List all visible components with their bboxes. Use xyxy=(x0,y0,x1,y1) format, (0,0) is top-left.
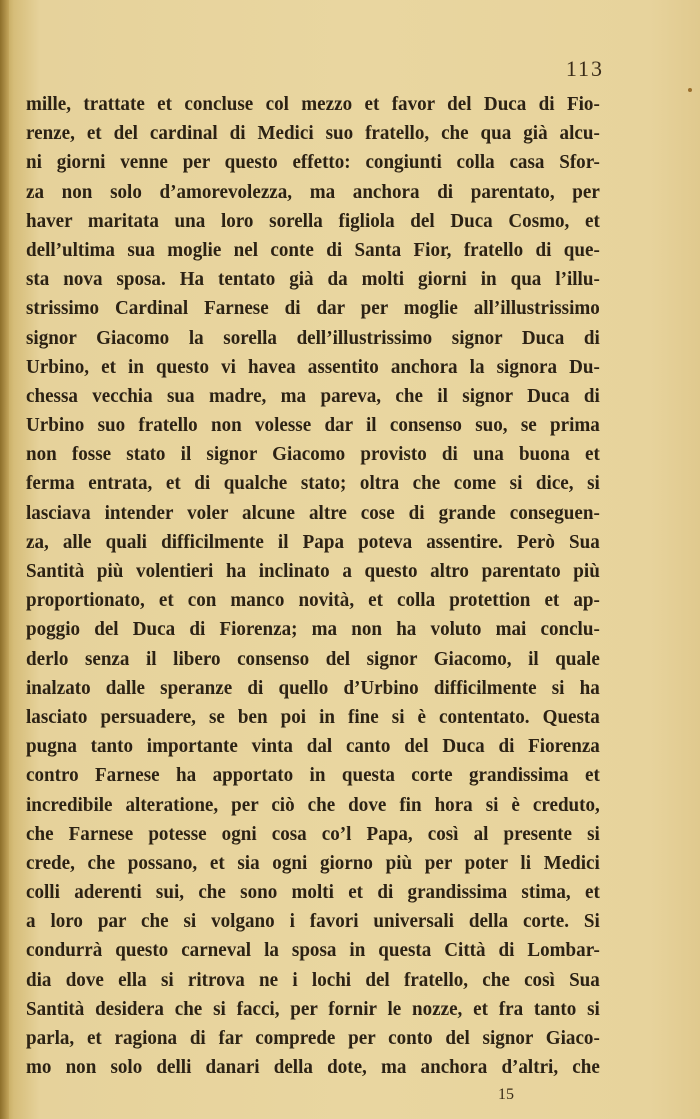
text-line: lasciava intender voler alcune altre cose di grande conseguen- xyxy=(26,501,600,524)
text-line: colli aderenti sui, che sono molti et di grandissima stima, et xyxy=(26,881,600,904)
binding-gutter xyxy=(0,0,9,1119)
text-line: strissimo Cardinal Farnese di dar per moglie all’illustrissimo xyxy=(26,297,600,320)
text-line: Santità desidera che si facci, per fornir le nozze, et fra tanto si xyxy=(26,997,600,1020)
text-line: za non solo d’amorevolezza, ma anchora di parentato, per xyxy=(26,180,600,203)
text-line: chessa vecchia sua madre, ma pareva, che il signor Duca di xyxy=(26,384,600,407)
text-line: ni giorni venne per questo effetto: congiunti colla casa Sfor- xyxy=(26,151,600,174)
text-line: pugna tanto importante vinta dal canto del Duca di Fiorenza xyxy=(26,735,600,758)
text-line: za, alle quali difficilmente il Papa poteva assentire. Però Sua xyxy=(26,530,600,553)
text-line: non fosse stato il signor Giacomo provisto di una buona et xyxy=(26,443,600,466)
text-line: proportionato, et con manco novità, et colla protettion et ap- xyxy=(26,589,600,612)
signature-mark: 15 xyxy=(498,1086,514,1103)
text-line: renze, et del cardinal di Medici suo fratello, che qua già alcu- xyxy=(26,122,600,145)
text-line: che Farnese potesse ogni cosa co’l Papa, così al presente si xyxy=(26,822,600,845)
text-line: parla, et ragiona di far comprede per conto del signor Giaco- xyxy=(26,1027,600,1049)
text-line: contro Farnese ha apportato in questa corte grandissima et xyxy=(26,764,600,787)
text-line: a loro par che si volgano i favori universali della corte. Si xyxy=(26,910,600,933)
text-line: incredibile alteratione, per ciò che dove fin hora si è creduto, xyxy=(26,793,600,816)
text-line: derlo senza il libero consenso del signor Giacomo, il quale xyxy=(26,647,600,670)
text-line: mo non solo delli danari della dote, ma anchora d’altri, che xyxy=(26,1056,600,1079)
page-number: 113 xyxy=(565,56,604,81)
text-line: Santità più volentieri ha inclinato a questo altro parentato più xyxy=(26,560,600,582)
text-line: haver maritata una loro sorella figliola del Duca Cosmo, et xyxy=(26,209,600,232)
paper-speck xyxy=(688,88,692,92)
text-line: crede, che possano, et sia ogni giorno più per poter li Medici xyxy=(26,851,600,874)
body-text xyxy=(26,90,600,1082)
text-line: poggio del Duca di Fiorenza; ma non ha voluto mai conclu- xyxy=(26,618,600,641)
text-line: dia dove ella si ritrova ne i lochi del fratello, che così Sua xyxy=(26,968,600,991)
text-line: lasciato persuadere, se ben poi in fine si è contentato. Questa xyxy=(26,705,600,728)
text-line: Urbino, et in questo vi havea assentito anchora la signora Du- xyxy=(26,355,600,378)
text-line: mille, trattate et concluse col mezzo et favor del Duca di Fio- xyxy=(26,93,600,115)
text-line: ferma entrata, et di qualche stato; oltra che come si dice, si xyxy=(26,472,600,495)
text-line: condurrà questo carneval la sposa in questa Città di Lombar- xyxy=(26,939,600,962)
text-line: inalzato dalle speranze di quello d’Urbino difficilmente si ha xyxy=(26,676,600,699)
text-line: dell’ultima sua moglie nel conte di Santa Fior, fratello di que- xyxy=(26,238,600,261)
text-line: Urbino suo fratello non volesse dar il consenso suo, se prima xyxy=(26,414,600,437)
text-line: sta nova sposa. Ha tentato già da molti giorni in qua l’illu- xyxy=(26,268,600,291)
text-line: signor Giacomo la sorella dell’illustrissimo signor Duca di xyxy=(26,326,600,349)
